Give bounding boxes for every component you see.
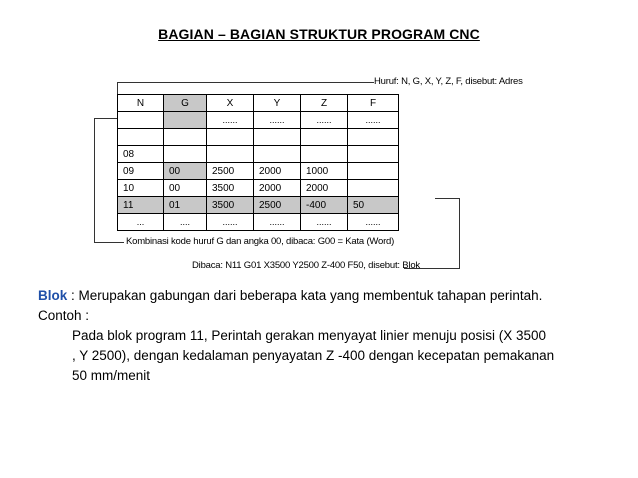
table-cell: 2000	[254, 180, 301, 197]
table-cell: ......	[207, 214, 254, 231]
table-cell: 3500	[207, 197, 254, 214]
word-annotation: Kombinasi kode huruf G dan angka 00, dibaca: G00 = Kata (Word)	[126, 236, 395, 247]
header-g: G	[164, 95, 207, 112]
word-bracket-bottom	[94, 242, 124, 243]
header-n: N	[118, 95, 164, 112]
cnc-program-diagram	[92, 76, 522, 276]
table-cell	[348, 129, 399, 146]
table-cell: 2500	[254, 197, 301, 214]
table-cell: 00	[164, 163, 207, 180]
header-x: X	[207, 95, 254, 112]
block-bracket-vertical	[459, 198, 460, 268]
table-cell: ......	[348, 112, 399, 129]
table-cell: 09	[118, 163, 164, 180]
table-cell: 50	[348, 197, 399, 214]
word-bracket-vertical	[94, 118, 95, 242]
table-cell	[164, 146, 207, 163]
table-row	[118, 214, 399, 231]
table-cell: ...	[118, 214, 164, 231]
blok-term: Blok	[38, 288, 68, 303]
table-cell: ....	[164, 214, 207, 231]
table-cell: ......	[254, 112, 301, 129]
table-cell: ......	[301, 112, 348, 129]
table-row	[118, 163, 399, 180]
header-y: Y	[254, 95, 301, 112]
address-bracket-left	[117, 82, 118, 94]
table-cell	[118, 112, 164, 129]
table-cell: ......	[348, 214, 399, 231]
table-cell	[348, 180, 399, 197]
table-row	[118, 129, 399, 146]
word-bracket-top	[94, 118, 117, 119]
table-cell: 08	[118, 146, 164, 163]
table-cell	[301, 129, 348, 146]
table-cell	[348, 163, 399, 180]
blok-definition	[38, 286, 542, 306]
block-annotation: Dibaca: N11 G01 X3500 Y2500 Z-400 F50, disebut: Blok	[192, 260, 420, 271]
table-cell: 1000	[301, 163, 348, 180]
table-cell	[207, 146, 254, 163]
table-row-highlighted	[118, 197, 399, 214]
table-cell	[164, 129, 207, 146]
table-header-row	[118, 95, 399, 112]
example-line: , Y 2500), dengan kedalaman penyayatan Z -400 dengan kecepatan pemakanan	[72, 348, 555, 363]
address-bracket-top	[117, 82, 374, 83]
blok-definition-text: : Merupakan gabungan dari beberapa kata yang membentuk tahapan perintah.	[67, 288, 543, 303]
contoh-label: Contoh :	[38, 308, 90, 323]
table-cell	[254, 146, 301, 163]
table-cell	[118, 129, 164, 146]
table-cell: 2000	[254, 163, 301, 180]
table-cell: -400	[301, 197, 348, 214]
table-cell: 10	[118, 180, 164, 197]
header-z: Z	[301, 95, 348, 112]
table-cell: 00	[164, 180, 207, 197]
address-annotation: Huruf: N, G, X, Y, Z, F, disebut: Adres	[374, 76, 523, 87]
table-cell: 3500	[207, 180, 254, 197]
example-line: 50 mm/menit	[72, 368, 151, 383]
table-cell: ......	[301, 214, 348, 231]
table-row	[118, 146, 399, 163]
cnc-program-table	[117, 94, 399, 231]
page-title: BAGIAN – BAGIAN STRUKTUR PROGRAM CNC	[158, 26, 480, 42]
table-cell: 2000	[301, 180, 348, 197]
table-row	[118, 180, 399, 197]
block-bracket-top	[435, 198, 459, 199]
table-cell	[254, 129, 301, 146]
table-cell	[207, 129, 254, 146]
example-line: Pada blok program 11, Perintah gerakan menyayat linier menuju posisi (X 3500	[72, 328, 547, 343]
table-cell	[301, 146, 348, 163]
table-cell: 2500	[207, 163, 254, 180]
table-cell: 01	[164, 197, 207, 214]
table-cell: ......	[207, 112, 254, 129]
header-f: F	[348, 95, 399, 112]
table-cell: 11	[118, 197, 164, 214]
table-cell: ......	[254, 214, 301, 231]
table-cell	[348, 146, 399, 163]
table-cell	[164, 112, 207, 129]
table-row	[118, 112, 399, 129]
